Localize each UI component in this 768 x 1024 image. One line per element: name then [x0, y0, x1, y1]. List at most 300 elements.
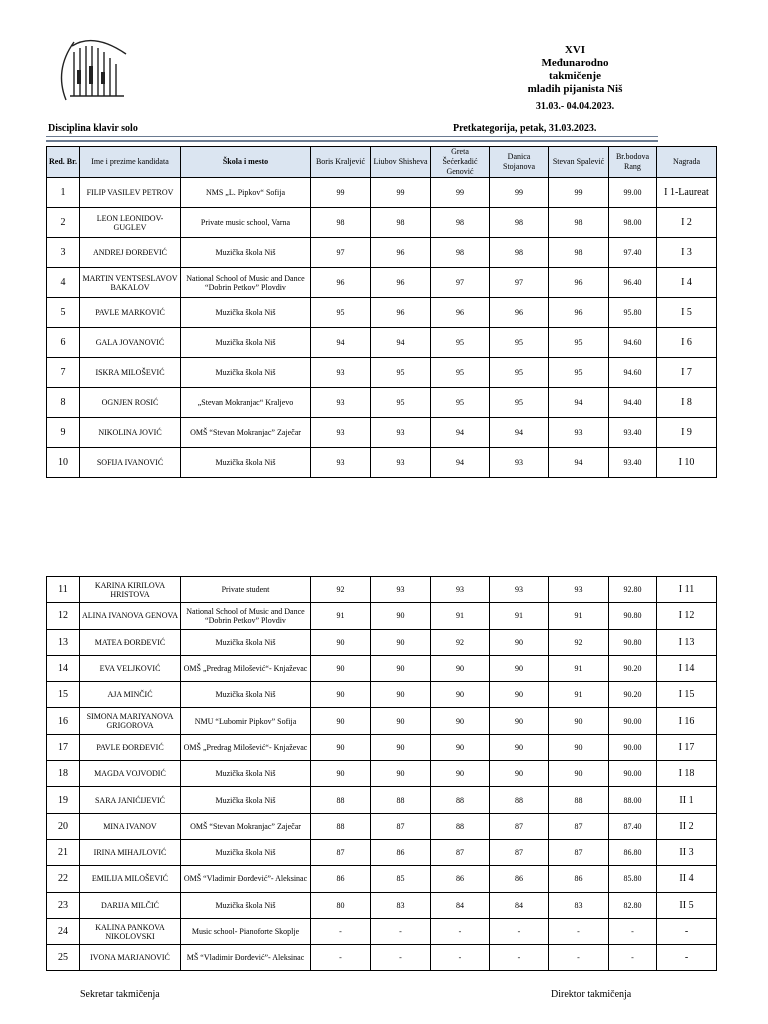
results-table-part-2: [46, 576, 717, 971]
rank-cell: 8: [47, 388, 80, 418]
points-cell: 85.80: [609, 866, 657, 892]
points-cell: 87.40: [609, 813, 657, 839]
col-juror-4: Danica Stojanova: [490, 147, 549, 178]
juror-score-cell: -: [431, 918, 490, 944]
juror-score-cell: 93: [371, 418, 431, 448]
juror-score-cell: 86: [371, 839, 431, 865]
points-cell: -: [609, 945, 657, 971]
candidate-name-cell: MATEA ĐORĐEVIĆ: [80, 629, 181, 655]
school-cell: Muzička škola Niš: [181, 238, 311, 268]
juror-score-cell: 90: [371, 734, 431, 760]
juror-score-cell: 93: [311, 418, 371, 448]
juror-score-cell: 95: [311, 298, 371, 328]
table-row: [47, 839, 717, 865]
rank-cell: 7: [47, 358, 80, 388]
rank-cell: 16: [47, 708, 80, 734]
award-cell: I 3: [657, 238, 717, 268]
juror-score-cell: 90: [371, 682, 431, 708]
table-row: [47, 734, 717, 760]
candidate-name-cell: ANDREJ ĐORĐEVIĆ: [80, 238, 181, 268]
candidate-name-cell: DARIJA MILČIĆ: [80, 892, 181, 918]
table-row: [47, 708, 717, 734]
juror-score-cell: 98: [549, 208, 609, 238]
rank-cell: 17: [47, 734, 80, 760]
rank-cell: 15: [47, 682, 80, 708]
juror-score-cell: 88: [311, 787, 371, 813]
award-cell: I 12: [657, 603, 717, 629]
school-cell: Muzička škola Niš: [181, 298, 311, 328]
juror-score-cell: 93: [431, 577, 490, 603]
juror-score-cell: 95: [431, 388, 490, 418]
candidate-name-cell: EMILIJA MILOŠEVIĆ: [80, 866, 181, 892]
rank-cell: 4: [47, 268, 80, 298]
juror-score-cell: 95: [371, 388, 431, 418]
col-juror-3: Greta Šećerkadić Genović: [431, 147, 490, 178]
table-row: [47, 208, 717, 238]
award-cell: II 4: [657, 866, 717, 892]
points-cell: 94.40: [609, 388, 657, 418]
rank-cell: 18: [47, 761, 80, 787]
candidate-name-cell: EVA VELJKOVIĆ: [80, 655, 181, 681]
juror-score-cell: 96: [549, 298, 609, 328]
table-row: [47, 918, 717, 944]
juror-score-cell: 90: [490, 708, 549, 734]
table-row: [47, 328, 717, 358]
juror-score-cell: 93: [549, 418, 609, 448]
juror-score-cell: 90: [490, 629, 549, 655]
candidate-name-cell: KARINA KIRILOVA HRISTOVA: [80, 577, 181, 603]
candidate-name-cell: IRINA MIHAJLOVIĆ: [80, 839, 181, 865]
juror-score-cell: 99: [431, 178, 490, 208]
rank-cell: 12: [47, 603, 80, 629]
juror-score-cell: 93: [371, 448, 431, 478]
juror-score-cell: 90: [431, 708, 490, 734]
candidate-name-cell: LEON LEONIDOV-GUGLEV: [80, 208, 181, 238]
juror-score-cell: 85: [371, 866, 431, 892]
rank-cell: 21: [47, 839, 80, 865]
juror-score-cell: 88: [371, 787, 431, 813]
results-table-part-1: [46, 146, 717, 478]
juror-score-cell: 83: [549, 892, 609, 918]
juror-score-cell: 94: [549, 448, 609, 478]
juror-score-cell: 90: [371, 761, 431, 787]
juror-score-cell: 96: [371, 238, 431, 268]
award-cell: I 14: [657, 655, 717, 681]
award-cell: I 7: [657, 358, 717, 388]
rank-cell: 2: [47, 208, 80, 238]
school-cell: National School of Music and Dance “Dobrin Petkov” Plovdiv: [181, 603, 311, 629]
juror-score-cell: -: [371, 945, 431, 971]
school-cell: Muzička škola Niš: [181, 761, 311, 787]
juror-score-cell: 92: [311, 577, 371, 603]
juror-score-cell: 96: [311, 268, 371, 298]
juror-score-cell: 95: [490, 358, 549, 388]
juror-score-cell: 95: [549, 328, 609, 358]
juror-score-cell: 95: [490, 388, 549, 418]
juror-score-cell: 93: [311, 388, 371, 418]
juror-score-cell: 98: [549, 238, 609, 268]
points-cell: 90.80: [609, 603, 657, 629]
school-cell: NMU “Lubomir Pipkov” Sofija: [181, 708, 311, 734]
table-row: [47, 787, 717, 813]
candidate-name-cell: KALINA PANKOVA NIKOLOVSKI: [80, 918, 181, 944]
award-cell: I 13: [657, 629, 717, 655]
juror-score-cell: 98: [490, 238, 549, 268]
juror-score-cell: 84: [490, 892, 549, 918]
points-cell: 90.00: [609, 734, 657, 760]
juror-score-cell: 91: [490, 603, 549, 629]
rank-cell: 11: [47, 577, 80, 603]
juror-score-cell: 88: [490, 787, 549, 813]
juror-score-cell: 87: [490, 839, 549, 865]
juror-score-cell: -: [371, 918, 431, 944]
col-juror-2: Liubov Shisheva: [371, 147, 431, 178]
juror-score-cell: 91: [549, 682, 609, 708]
juror-score-cell: 90: [311, 629, 371, 655]
competition-logo: [44, 30, 136, 110]
director-signature-label: Direktor takmičenja: [551, 989, 632, 1000]
juror-score-cell: 87: [311, 839, 371, 865]
points-cell: 96.40: [609, 268, 657, 298]
juror-score-cell: 90: [549, 734, 609, 760]
rank-cell: 10: [47, 448, 80, 478]
table-row: [47, 577, 717, 603]
points-cell: 90.00: [609, 708, 657, 734]
table-row: [47, 603, 717, 629]
table-row: [47, 388, 717, 418]
juror-score-cell: 91: [549, 603, 609, 629]
table-row: [47, 268, 717, 298]
juror-score-cell: 90: [311, 734, 371, 760]
points-cell: 86.80: [609, 839, 657, 865]
juror-score-cell: 92: [431, 629, 490, 655]
points-cell: 90.20: [609, 655, 657, 681]
juror-score-cell: 98: [371, 208, 431, 238]
juror-score-cell: 95: [371, 358, 431, 388]
secretary-signature-label: Sekretar takmičenja: [80, 989, 160, 1000]
juror-score-cell: 96: [371, 268, 431, 298]
rank-cell: 24: [47, 918, 80, 944]
table-header-row: [47, 147, 717, 178]
juror-score-cell: 88: [431, 813, 490, 839]
juror-score-cell: -: [490, 918, 549, 944]
juror-score-cell: 87: [549, 813, 609, 839]
points-cell: 94.60: [609, 358, 657, 388]
juror-score-cell: 99: [371, 178, 431, 208]
juror-score-cell: 98: [431, 208, 490, 238]
points-cell: 93.40: [609, 448, 657, 478]
candidate-name-cell: MINA IVANOV: [80, 813, 181, 839]
table-row: [47, 945, 717, 971]
award-cell: I 17: [657, 734, 717, 760]
juror-score-cell: 94: [311, 328, 371, 358]
rank-cell: 23: [47, 892, 80, 918]
school-cell: Private music school, Varna: [181, 208, 311, 238]
juror-score-cell: 94: [371, 328, 431, 358]
candidate-name-cell: MARTIN VENTSESLAVOV BAKALOV: [80, 268, 181, 298]
points-cell: 99.00: [609, 178, 657, 208]
rank-cell: 13: [47, 629, 80, 655]
points-cell: 93.40: [609, 418, 657, 448]
juror-score-cell: 99: [490, 178, 549, 208]
award-cell: II 1: [657, 787, 717, 813]
juror-score-cell: 83: [371, 892, 431, 918]
title-line: Međunarodno: [541, 57, 609, 69]
award-cell: I 2: [657, 208, 717, 238]
candidate-name-cell: SOFIJA IVANOVIĆ: [80, 448, 181, 478]
candidate-name-cell: PAVLE MARKOVIĆ: [80, 298, 181, 328]
juror-score-cell: 80: [311, 892, 371, 918]
juror-score-cell: 91: [549, 655, 609, 681]
juror-score-cell: 90: [549, 761, 609, 787]
juror-score-cell: 95: [549, 358, 609, 388]
rank-cell: 19: [47, 787, 80, 813]
juror-score-cell: 90: [490, 655, 549, 681]
juror-score-cell: 87: [371, 813, 431, 839]
points-cell: 90.80: [609, 629, 657, 655]
school-cell: MŠ “Vladimir Đorđević”- Aleksinac: [181, 945, 311, 971]
juror-score-cell: 90: [311, 761, 371, 787]
juror-score-cell: 90: [431, 682, 490, 708]
juror-score-cell: 86: [431, 866, 490, 892]
award-cell: I 9: [657, 418, 717, 448]
points-cell: 82.80: [609, 892, 657, 918]
juror-score-cell: 97: [431, 268, 490, 298]
rank-cell: 20: [47, 813, 80, 839]
juror-score-cell: 96: [371, 298, 431, 328]
competition-dates: 31.03.- 04.04.2023.: [535, 101, 615, 112]
award-cell: I 4: [657, 268, 717, 298]
juror-score-cell: 99: [311, 178, 371, 208]
candidate-name-cell: GALA JOVANOVIĆ: [80, 328, 181, 358]
award-cell: II 2: [657, 813, 717, 839]
juror-score-cell: 90: [549, 708, 609, 734]
juror-score-cell: 86: [490, 866, 549, 892]
col-school: Škola i mesto: [181, 147, 311, 178]
juror-score-cell: 90: [490, 734, 549, 760]
award-cell: I 6: [657, 328, 717, 358]
juror-score-cell: 88: [549, 787, 609, 813]
candidate-name-cell: IVONA MARJANOVIĆ: [80, 945, 181, 971]
col-award: Nagrada: [657, 147, 717, 178]
candidate-name-cell: ALINA IVANOVA GENOVA: [80, 603, 181, 629]
points-cell: 95.80: [609, 298, 657, 328]
school-cell: Muzička škola Niš: [181, 787, 311, 813]
col-points: Br.bodova Rang: [609, 147, 657, 178]
juror-score-cell: 94: [490, 418, 549, 448]
rank-cell: 1: [47, 178, 80, 208]
table-row: [47, 813, 717, 839]
header-divider: [46, 136, 658, 142]
juror-score-cell: 97: [311, 238, 371, 268]
table-row: [47, 866, 717, 892]
title-line: takmičenje: [549, 70, 601, 82]
discipline-label: Disciplina klavir solo: [48, 123, 138, 134]
award-cell: -: [657, 918, 717, 944]
juror-score-cell: 93: [311, 448, 371, 478]
juror-score-cell: 86: [549, 866, 609, 892]
points-cell: 90.00: [609, 761, 657, 787]
juror-score-cell: 94: [431, 418, 490, 448]
points-cell: 97.40: [609, 238, 657, 268]
juror-score-cell: -: [431, 945, 490, 971]
candidate-name-cell: PAVLE ĐORĐEVIĆ: [80, 734, 181, 760]
col-juror-5: Stevan Spalević: [549, 147, 609, 178]
school-cell: OMŠ „Predrag Milošević“- Knjaževac: [181, 734, 311, 760]
award-cell: I 8: [657, 388, 717, 418]
juror-score-cell: 87: [490, 813, 549, 839]
juror-score-cell: 87: [431, 839, 490, 865]
award-cell: -: [657, 945, 717, 971]
table-row: [47, 358, 717, 388]
points-cell: 88.00: [609, 787, 657, 813]
award-cell: I 15: [657, 682, 717, 708]
juror-score-cell: 93: [490, 448, 549, 478]
school-cell: OMŠ “Stevan Mokranjac” Zaječar: [181, 813, 311, 839]
juror-score-cell: 96: [549, 268, 609, 298]
table-row: [47, 682, 717, 708]
award-cell: I 18: [657, 761, 717, 787]
juror-score-cell: 93: [311, 358, 371, 388]
rank-cell: 22: [47, 866, 80, 892]
juror-score-cell: 87: [549, 839, 609, 865]
award-cell: II 3: [657, 839, 717, 865]
juror-score-cell: 90: [490, 682, 549, 708]
school-cell: Muzička škola Niš: [181, 682, 311, 708]
table-row: [47, 892, 717, 918]
juror-score-cell: 96: [431, 298, 490, 328]
juror-score-cell: -: [490, 945, 549, 971]
points-cell: 92.80: [609, 577, 657, 603]
table-row: [47, 418, 717, 448]
rank-cell: 9: [47, 418, 80, 448]
table-row: [47, 629, 717, 655]
juror-score-cell: 84: [431, 892, 490, 918]
school-cell: Muzička škola Niš: [181, 328, 311, 358]
juror-score-cell: 95: [490, 328, 549, 358]
award-cell: I 1-Laureat: [657, 178, 717, 208]
juror-score-cell: 88: [311, 813, 371, 839]
juror-score-cell: -: [311, 918, 371, 944]
award-cell: I 11: [657, 577, 717, 603]
table-row: [47, 298, 717, 328]
rank-cell: 14: [47, 655, 80, 681]
candidate-name-cell: MAGDA VOJVODIĆ: [80, 761, 181, 787]
juror-score-cell: 93: [371, 577, 431, 603]
juror-score-cell: 94: [549, 388, 609, 418]
juror-score-cell: 99: [549, 178, 609, 208]
table-row: [47, 655, 717, 681]
competition-title: [470, 44, 680, 113]
candidate-name-cell: ISKRA MILOŠEVIĆ: [80, 358, 181, 388]
juror-score-cell: 90: [490, 761, 549, 787]
title-line: XVI: [564, 44, 586, 56]
juror-score-cell: 98: [490, 208, 549, 238]
juror-score-cell: 90: [371, 629, 431, 655]
title-line: mladih pijanista Niš: [527, 83, 623, 95]
table-row: [47, 178, 717, 208]
school-cell: Muzička škola Niš: [181, 892, 311, 918]
award-cell: I 5: [657, 298, 717, 328]
juror-score-cell: 95: [431, 358, 490, 388]
juror-score-cell: 90: [311, 682, 371, 708]
candidate-name-cell: AJA MINČIĆ: [80, 682, 181, 708]
juror-score-cell: 93: [549, 577, 609, 603]
juror-score-cell: 86: [311, 866, 371, 892]
juror-score-cell: 97: [490, 268, 549, 298]
col-rank: Red. Br.: [47, 147, 80, 178]
juror-score-cell: 90: [431, 734, 490, 760]
school-cell: OMŠ “Stevan Mokranjac” Zaječar: [181, 418, 311, 448]
juror-score-cell: 98: [311, 208, 371, 238]
juror-score-cell: 88: [431, 787, 490, 813]
rank-cell: 6: [47, 328, 80, 358]
juror-score-cell: 90: [371, 603, 431, 629]
juror-score-cell: -: [549, 918, 609, 944]
school-cell: Muzička škola Niš: [181, 629, 311, 655]
rank-cell: 3: [47, 238, 80, 268]
juror-score-cell: 90: [431, 655, 490, 681]
table-row: [47, 448, 717, 478]
juror-score-cell: 94: [431, 448, 490, 478]
school-cell: Muzička škola Niš: [181, 448, 311, 478]
candidate-name-cell: SARA JANIĆIJEVIĆ: [80, 787, 181, 813]
col-name: Ime i prezime kandidata: [80, 147, 181, 178]
juror-score-cell: 95: [431, 328, 490, 358]
points-cell: 98.00: [609, 208, 657, 238]
school-cell: OMŠ “Vladimir Đorđević”- Aleksinac: [181, 866, 311, 892]
juror-score-cell: 90: [371, 708, 431, 734]
candidate-name-cell: SIMONA MARIYANOVA GRIGOROVA: [80, 708, 181, 734]
candidate-name-cell: OGNJEN ROSIĆ: [80, 388, 181, 418]
juror-score-cell: 90: [371, 655, 431, 681]
candidate-name-cell: NIKOLINA JOVIĆ: [80, 418, 181, 448]
school-cell: OMŠ „Predrag Milošević“- Knjaževac: [181, 655, 311, 681]
rank-cell: 5: [47, 298, 80, 328]
juror-score-cell: 92: [549, 629, 609, 655]
juror-score-cell: 93: [490, 577, 549, 603]
table-row: [47, 761, 717, 787]
table-row: [47, 238, 717, 268]
juror-score-cell: -: [549, 945, 609, 971]
points-cell: -: [609, 918, 657, 944]
school-cell: National School of Music and Dance “Dobrin Petkov” Plovdiv: [181, 268, 311, 298]
school-cell: Private student: [181, 577, 311, 603]
rank-cell: 25: [47, 945, 80, 971]
award-cell: II 5: [657, 892, 717, 918]
juror-score-cell: 90: [311, 708, 371, 734]
school-cell: NMS „L. Pipkov“ Sofija: [181, 178, 311, 208]
juror-score-cell: 91: [431, 603, 490, 629]
school-cell: Muzička škola Niš: [181, 358, 311, 388]
juror-score-cell: 90: [311, 655, 371, 681]
candidate-name-cell: FILIP VASILEV PETROV: [80, 178, 181, 208]
school-cell: Muzička škola Niš: [181, 839, 311, 865]
juror-score-cell: 90: [431, 761, 490, 787]
points-cell: 94.60: [609, 328, 657, 358]
col-juror-1: Boris Kraljević: [311, 147, 371, 178]
points-cell: 90.20: [609, 682, 657, 708]
school-cell: Music school- Pianoforte Skoplje: [181, 918, 311, 944]
juror-score-cell: 96: [490, 298, 549, 328]
category-label: Pretkategorija, petak, 31.03.2023.: [453, 123, 597, 134]
juror-score-cell: -: [311, 945, 371, 971]
juror-score-cell: 98: [431, 238, 490, 268]
juror-score-cell: 91: [311, 603, 371, 629]
school-cell: „Stevan Mokranjac“ Kraljevo: [181, 388, 311, 418]
award-cell: I 16: [657, 708, 717, 734]
award-cell: I 10: [657, 448, 717, 478]
